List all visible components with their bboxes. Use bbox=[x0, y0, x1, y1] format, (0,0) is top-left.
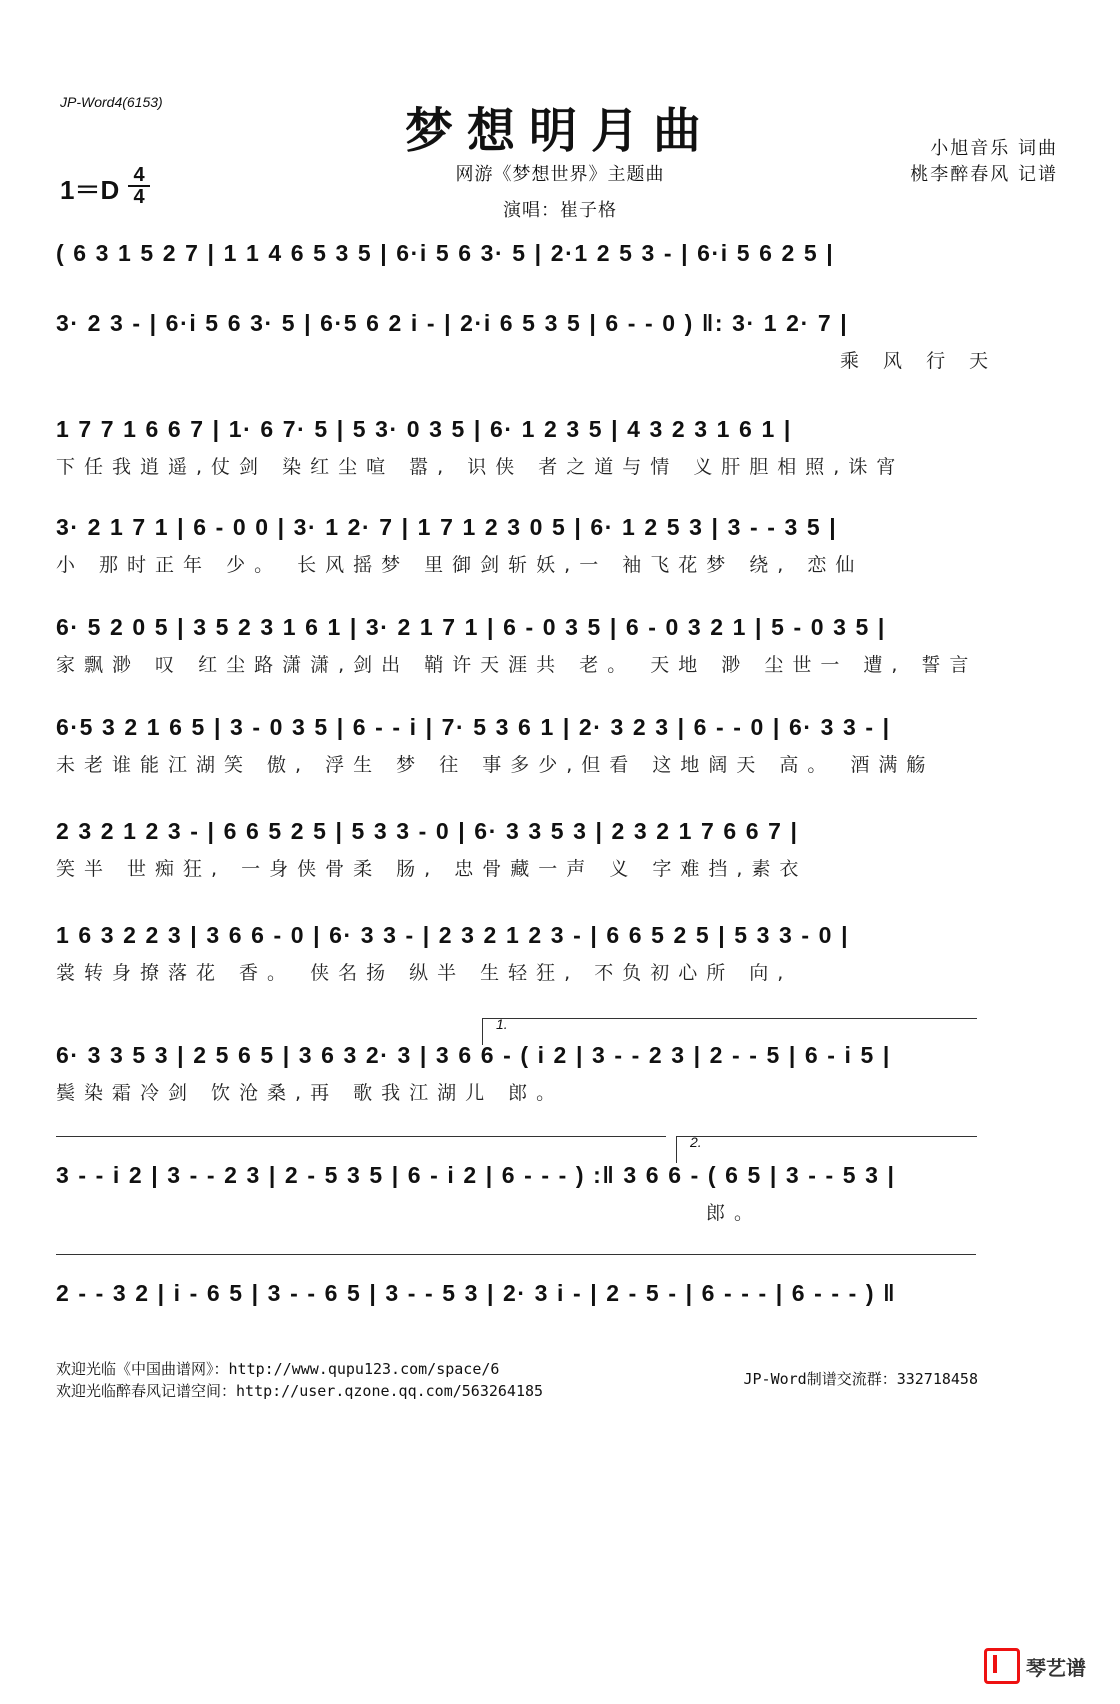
volta-2-continuation bbox=[56, 1254, 976, 1281]
footer-link-qupu[interactable]: 欢迎光临《中国曲谱网》：http://www.qupu123.com/space/6 bbox=[56, 1360, 500, 1378]
credit-lyrics: 小旭音乐 词曲 bbox=[930, 138, 1058, 159]
logo-text: 琴艺谱 bbox=[1026, 1655, 1086, 1680]
volta-1-bracket bbox=[482, 1018, 977, 1045]
score-row-8-lyrics: 裳转身撩落花 香。 侠名扬 纵半 生轻狂, 不负初心所 向, bbox=[56, 962, 793, 984]
footer-link-qzone[interactable]: 欢迎光临醉春风记谱空间：http://user.qzone.qq.com/563264185 bbox=[56, 1382, 544, 1400]
score-row-6-lyrics: 未老谁能江湖笑 傲, 浮生 梦 往 事多少,但看 这地阔天 高。 酒满觞 bbox=[56, 754, 935, 776]
key-signature: 1＝D bbox=[60, 175, 120, 205]
score-row-7-notes: 2 3 2 1 2 3 - | 6 6 5 2 5 | 5 3 3 - 0 | 6· 3 3 5 3 | 2 3 2 1 7 6 6 7 | bbox=[56, 818, 799, 844]
score-row-10-notes: 3 - - i 2 | 3 - - 2 3 | 2 - 5 3 5 | 6 - i 2 | 6 - - - ) :‖ 3 6 6 - ( 6 5 | 3 - - 5 3 | bbox=[56, 1162, 896, 1188]
score-row-5-notes: 6· 5 2 0 5 | 3 5 2 3 1 6 1 | 3· 2 1 7 1 | 6 - 0 3 5 | 6 - 0 3 2 1 | 5 - 0 3 5 | bbox=[56, 614, 886, 640]
score-row-2-lyrics: 乘 风 行 天 bbox=[840, 350, 998, 372]
time-signature-top: 4 bbox=[133, 164, 145, 186]
time-signature-bottom: 4 bbox=[133, 186, 145, 208]
score-row-1-notes: ( 6 3 1 5 2 7 | 1 1 4 6 5 3 5 | 6·i 5 6 3· 5 | 2·1 2 5 3 - | 6·i 5 6 2 5 | bbox=[56, 240, 835, 266]
volta-1-label: 1. bbox=[496, 1016, 508, 1032]
version-label: JP-Word4(6153) bbox=[60, 94, 163, 110]
score-row-10-lyrics: 郎。 bbox=[706, 1202, 763, 1224]
volta-2-label: 2. bbox=[690, 1134, 702, 1150]
song-title: 梦想明月曲 bbox=[404, 103, 715, 159]
score-row-5-lyrics: 家飘渺 叹 红尘路潇潇,剑出 鞘许天涯共 老。 天地 渺 尘世一 遭, 誓言 bbox=[56, 654, 978, 676]
singer: 演唱：崔子格 bbox=[503, 200, 617, 221]
score-row-8-notes: 1 6 3 2 2 3 | 3 6 6 - 0 | 6· 3 3 - | 2 3 2 1 2 3 - | 6 6 5 2 5 | 5 3 3 - 0 | bbox=[56, 922, 850, 948]
score-row-9-notes: 6· 3 3 5 3 | 2 5 6 5 | 3 6 3 2· 3 | 3 6 6 - ( i 2 | 3 - - 2 3 | 2 - - 5 | 6 - i 5 | bbox=[56, 1042, 891, 1068]
score-row-7-lyrics: 笑半 世痴狂, 一身侠骨柔 肠, 忠骨藏一声 义 字难挡,素衣 bbox=[56, 858, 808, 880]
score-row-6-notes: 6·5 3 2 1 6 5 | 3 - 0 3 5 | 6 - - i | 7· 5 3 6 1 | 2· 3 2 3 | 6 - - 0 | 6· 3 3 - | bbox=[56, 714, 891, 740]
score-row-2-notes: 3· 2 3 - | 6·i 5 6 3· 5 | 6·5 6 2 i - | 2·i 6 5 3 5 | 6 - - 0 ) ‖: 3· 1 2· 7 | bbox=[56, 310, 849, 336]
score-row-9-lyrics: 鬓染霜冷剑 饮沧桑,再 歌我江湖儿 郎。 bbox=[56, 1082, 565, 1104]
volta-1-continuation bbox=[56, 1136, 666, 1163]
volta-2-bracket bbox=[676, 1136, 977, 1163]
score-row-11-notes: 2 - - 3 2 | i - 6 5 | 3 - - 6 5 | 3 - - 5 3 | 2· 3 i - | 2 - 5 - | 6 - - - | 6 - - - ) ‖ bbox=[56, 1280, 897, 1306]
score-row-3-notes: 1 7 7 1 6 6 7 | 1· 6 7· 5 | 5 3· 0 3 5 | 6· 1 2 3 5 | 4 3 2 3 1 6 1 | bbox=[56, 416, 792, 442]
score-row-4-notes: 3· 2 1 7 1 | 6 - 0 0 | 3· 1 2· 7 | 1 7 1 2 3 0 5 | 6· 1 2 5 3 | 3 - - 3 5 | bbox=[56, 514, 838, 540]
footer-group: JP-Word制谱交流群：332718458 bbox=[743, 1370, 978, 1388]
subtitle: 网游《梦想世界》主题曲 bbox=[455, 164, 665, 185]
score-row-3-lyrics: 下任我逍遥,仗剑 染红尘喧 嚣, 识侠 者之道与情 义肝胆相照,诛宵 bbox=[56, 456, 905, 478]
logo-icon bbox=[984, 1648, 1020, 1684]
score-row-4-lyrics: 小 那时正年 少。 长风摇梦 里御剑斩妖,一 袖飞花梦 绕, 恋仙 bbox=[56, 554, 864, 576]
credit-notation: 桃李醉春风 记谱 bbox=[910, 164, 1058, 185]
site-logo bbox=[984, 1648, 1086, 1684]
